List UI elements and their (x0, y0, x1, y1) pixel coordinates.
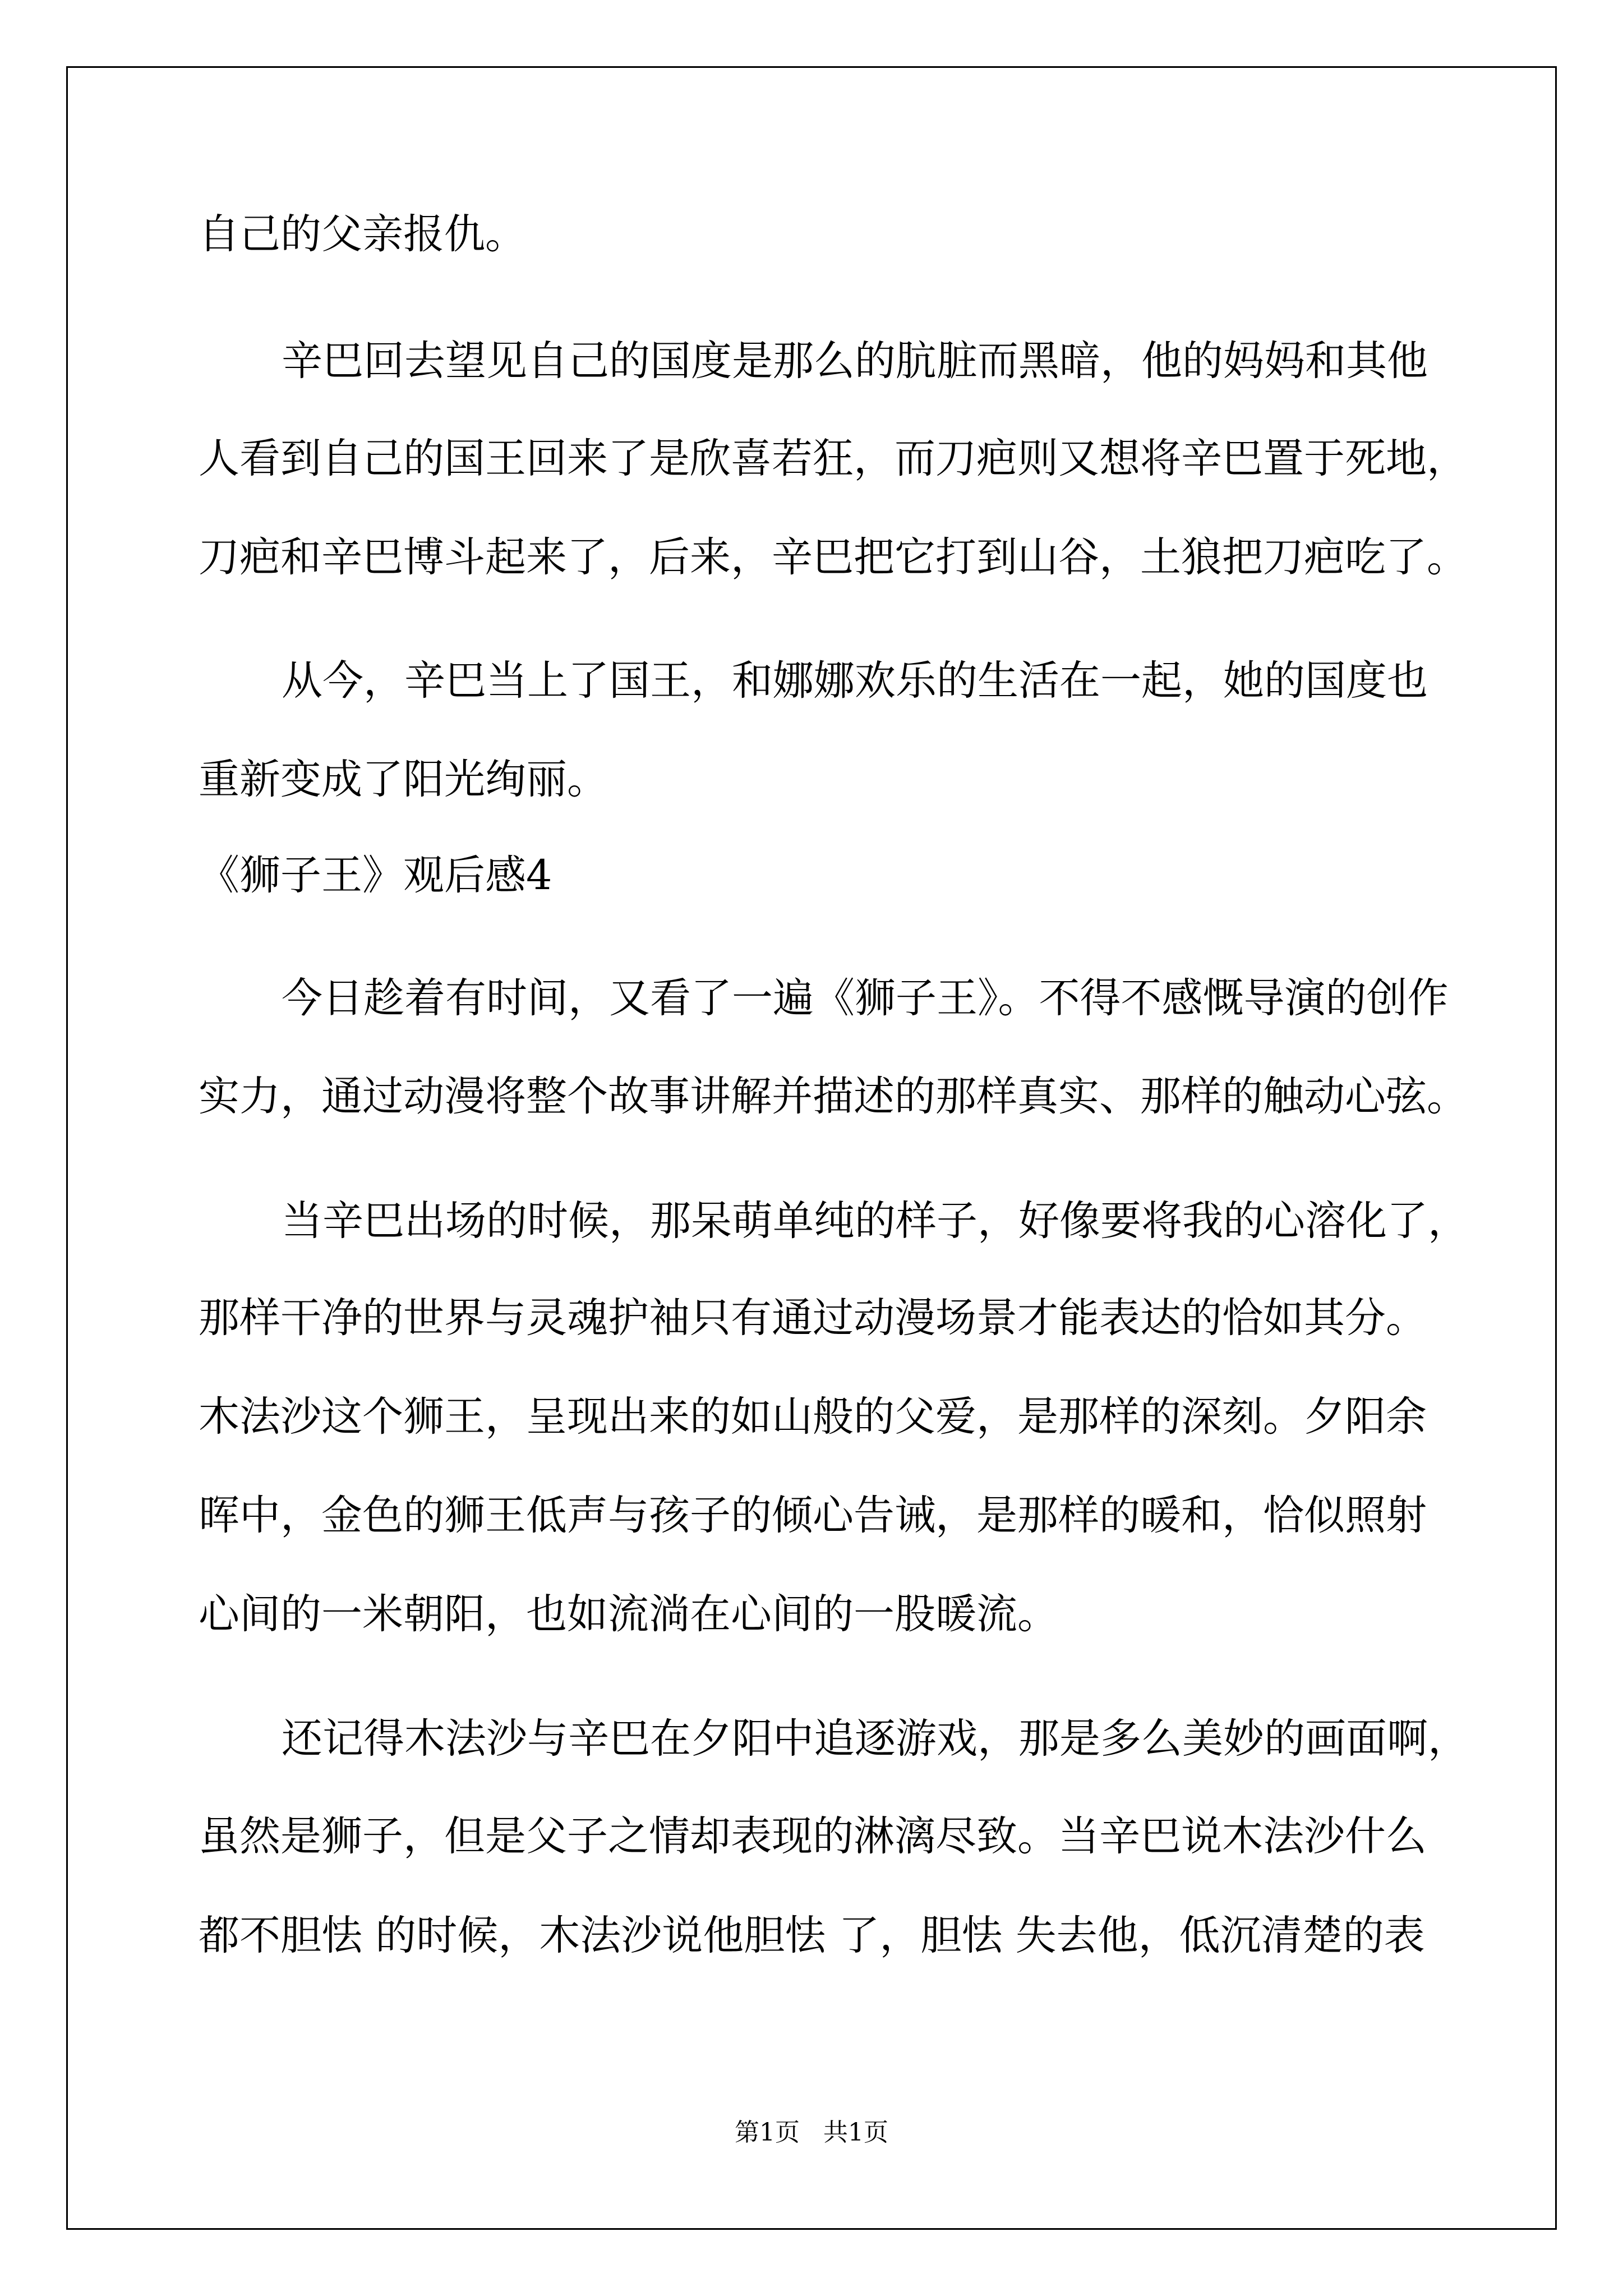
page-footer: 第1页 共1页 (735, 2118, 888, 2147)
paragraph-line-3: 人看到自己的国王回来了是欣喜若狂，而刀疤则又想将辛巴置于死地， (199, 435, 1468, 482)
paragraph-line-2: 辛巴回去望见自己的国度是那么的肮脏而黑暗，他的妈妈和其他 (282, 337, 1428, 385)
paragraph-line-1: 自己的父亲报仇。 (199, 210, 526, 258)
paragraph-line-6: 重新变成了阳光绚丽。 (199, 756, 608, 803)
paragraph-line-14: 心间的一米朝阳，也如流淌在心间的一股暖流。 (199, 1590, 1058, 1638)
page-border (66, 66, 1557, 2230)
paragraph-line-10: 当辛巴出场的时候，那呆萌单纯的样子，好像要将我的心溶化了， (282, 1197, 1469, 1245)
paragraph-line-17: 都不胆怯 的时候，木法沙说他胆怯 了，胆怯 失去他，低沉清楚的表 (199, 1912, 1425, 1959)
paragraph-line-11: 那样干净的世界与灵魂护袖只有通过动漫场景才能表达的恰如其分。 (199, 1294, 1427, 1342)
paragraph-line-5: 从今，辛巴当上了国王，和娜娜欢乐的生活在一起，她的国度也 (282, 657, 1428, 705)
paragraph-line-16: 虽然是狮子，但是父子之情却表现的淋漓尽致。当辛巴说木法沙什么 (199, 1812, 1427, 1860)
paragraph-line-15: 还记得木法沙与辛巴在夕阳中追逐游戏，那是多么美妙的画面啊， (282, 1715, 1469, 1763)
paragraph-line-4: 刀疤和辛巴博斗起来了，后来，辛巴把它打到山谷，土狼把刀疤吃了。 (199, 533, 1468, 581)
paragraph-line-12: 木法沙这个狮王，呈现出来的如山般的父爱，是那样的深刻。夕阳余 (199, 1393, 1427, 1441)
section-title: 《狮子王》观后感4 (199, 852, 552, 899)
paragraph-line-13: 晖中，金色的狮王低声与孩子的倾心告诫，是那样的暖和，恰似照射 (199, 1492, 1427, 1539)
paragraph-line-9: 实力，通过动漫将整个故事讲解并描述的那样真实、那样的触动心弦。 (199, 1073, 1468, 1120)
paragraph-line-8: 今日趁着有时间，又看了一遍《狮子王》。不得不感慨导演的创作 (282, 974, 1449, 1022)
